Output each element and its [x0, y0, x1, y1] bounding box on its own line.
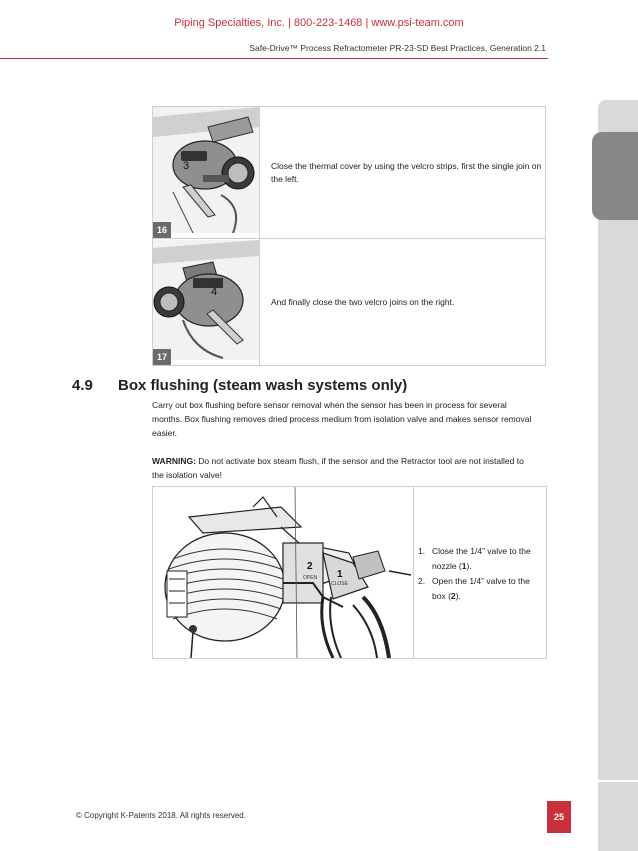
step-number: 16 — [153, 222, 171, 238]
open-label: OPEN — [303, 575, 318, 581]
step-number: 17 — [153, 349, 171, 365]
valve-label-2: 2 — [307, 561, 313, 572]
instruction-item — [418, 544, 538, 574]
thermal-cover-left-photo — [153, 107, 259, 233]
step-image-label: 4 — [211, 285, 218, 298]
step-row — [153, 239, 546, 366]
page-number: 25 — [547, 801, 571, 833]
section-title: Box flushing (steam wash systems only) — [118, 377, 408, 394]
figure-divider — [413, 487, 414, 658]
page-header-company: Piping Specialties, Inc. | 800-223-1468 | www.psi-team.com — [174, 17, 464, 29]
box-flushing-diagram — [153, 487, 413, 658]
section-number: 4.9 — [72, 377, 93, 394]
step-image-label: 3 — [183, 160, 190, 172]
step-image — [153, 239, 260, 366]
instruction-text: Open the 1/4” valve to the box (2). — [432, 576, 530, 601]
instruction-item — [418, 574, 538, 604]
step-image — [153, 107, 260, 239]
warning-label: WARNING: — [152, 456, 196, 466]
steps-table — [152, 106, 546, 366]
side-tab-active — [592, 132, 638, 220]
step-text: And finally close the two velcro joins on the right. — [260, 239, 546, 366]
warning-paragraph — [152, 454, 532, 482]
section-paragraph: Carry out box flushing before sensor removal when the sensor has been in process for several months. Box flushing removes dried process medium from isolation valve and makes sensor removal easier. — [152, 400, 532, 438]
footer-copyright: © Copyright K-Patents 2018. All rights reserved. — [76, 811, 246, 820]
side-tab-bottom — [598, 782, 638, 851]
instruction-text: Close the 1/4” valve to the nozzle (1). — [432, 546, 531, 571]
instruction-number: 2. — [418, 576, 426, 586]
instruction-number: 1. — [418, 546, 426, 556]
figure-instructions — [418, 544, 538, 604]
valve-label-1: 1 — [337, 569, 343, 580]
page-header-doc-title: Safe-Drive™ Process Refractometer PR-23-SD Best Practices, Generation 2.1 — [249, 43, 546, 53]
warning-text: Do not activate box steam flush, if the sensor and the Retractor tool are not installed to the isolation valve! — [152, 456, 524, 480]
header-rule — [0, 58, 548, 59]
step-row — [153, 107, 546, 239]
thermal-cover-right-photo — [153, 240, 259, 360]
step-text: Close the thermal cover by using the velcro strips, first the single join on the left. — [260, 107, 546, 239]
close-label: CLOSE — [331, 581, 348, 587]
